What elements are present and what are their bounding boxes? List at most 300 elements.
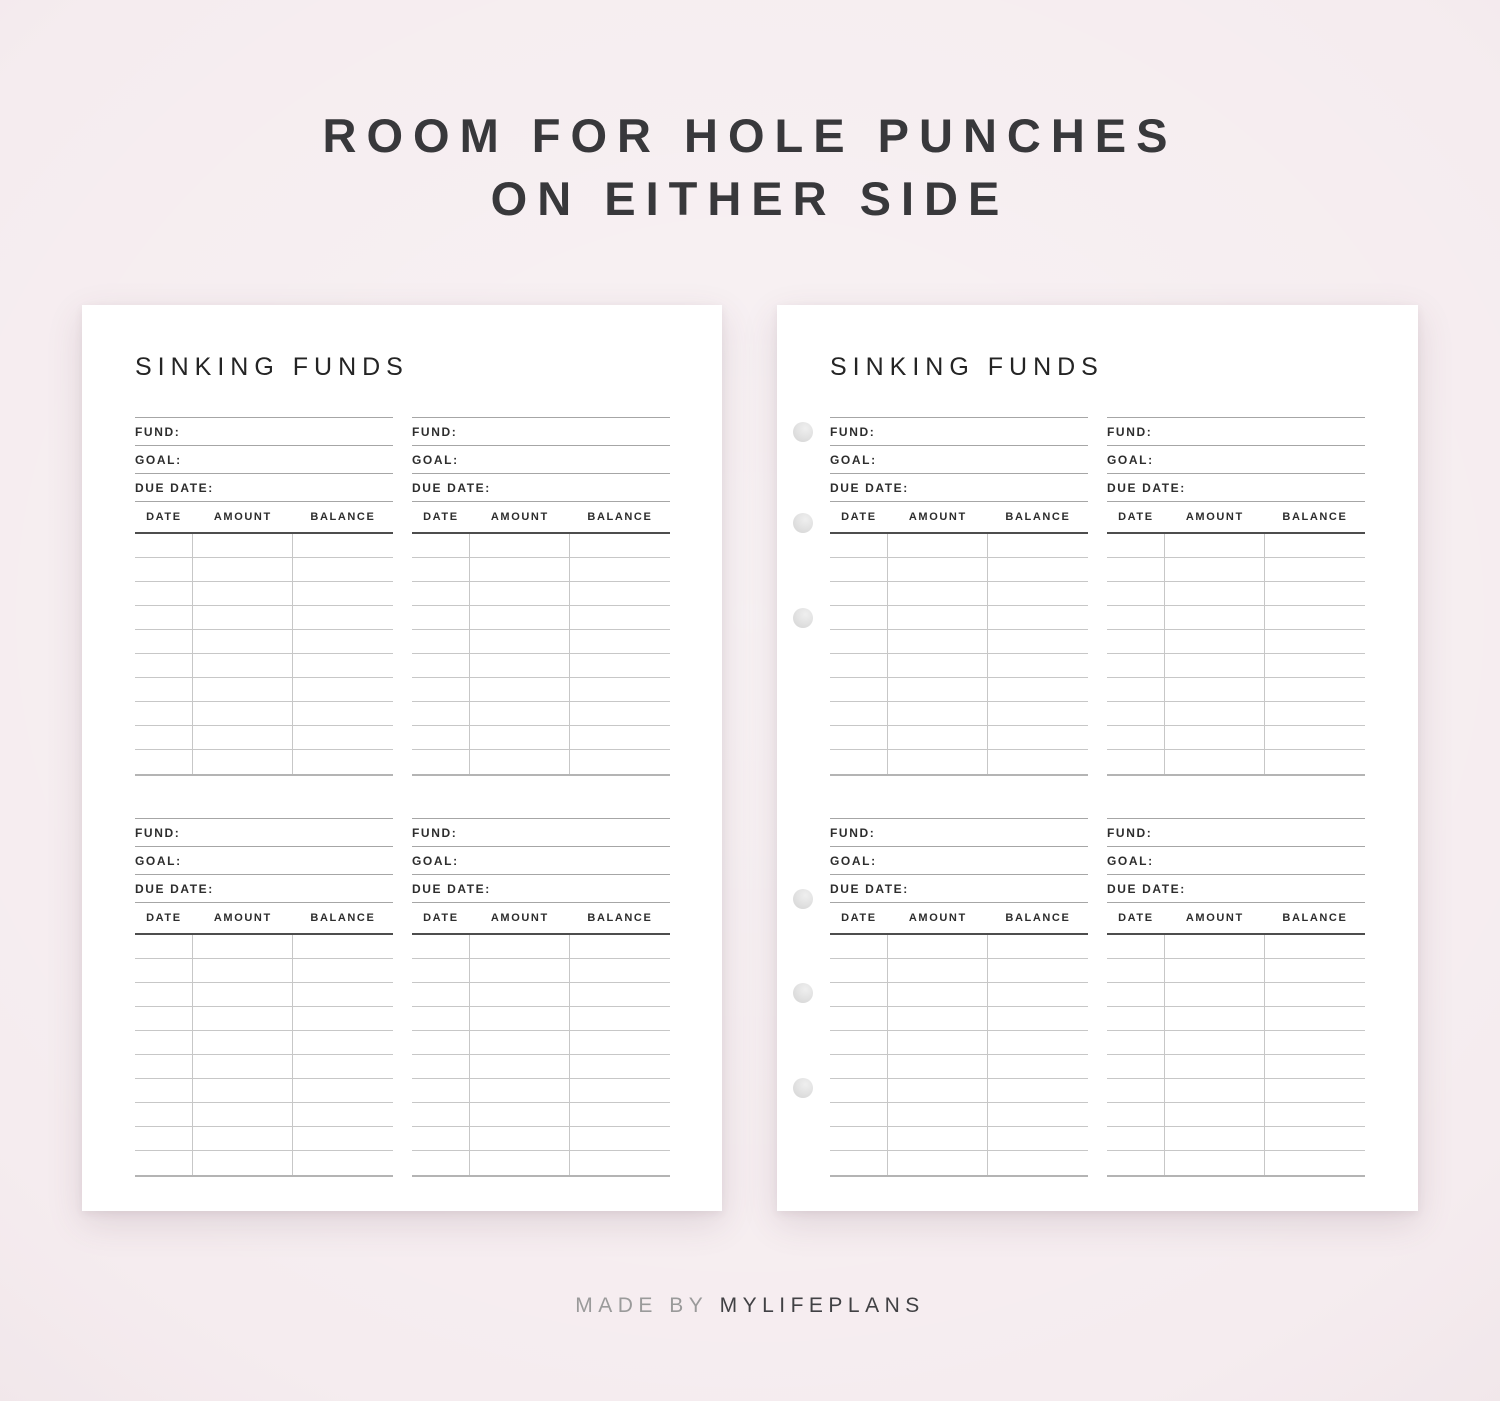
table-header-cell: AMOUNT (213, 912, 272, 924)
field-label: GOAL: (412, 853, 459, 868)
table-cell (412, 1055, 470, 1078)
table-row (412, 654, 670, 678)
field-label: FUND: (412, 825, 458, 840)
headline (0, 104, 1500, 230)
table-cell (888, 935, 988, 958)
table-cell (193, 1103, 293, 1126)
table-cell (193, 582, 293, 605)
field-row (412, 819, 670, 847)
table-cell (470, 558, 570, 581)
table-cell (412, 606, 470, 629)
table-cell (193, 1055, 293, 1078)
field-label: DUE DATE: (412, 480, 491, 495)
field-label: DUE DATE: (1107, 881, 1186, 896)
table-cell (570, 702, 670, 725)
table-header-cell: DATE (146, 511, 182, 523)
table-row (412, 702, 670, 726)
table-cell (570, 726, 670, 749)
field-row (1107, 819, 1365, 847)
table-cell (988, 654, 1088, 677)
table-row (412, 726, 670, 750)
field-label: GOAL: (412, 452, 459, 467)
table-cell (888, 654, 988, 677)
table-cell (293, 959, 393, 982)
table-row (830, 1103, 1088, 1127)
table-cell (1265, 1151, 1365, 1175)
table-cell (412, 558, 470, 581)
table-cell (888, 582, 988, 605)
table-header-cell: AMOUNT (490, 912, 549, 924)
table-cell (1107, 534, 1165, 557)
hole-punch (793, 983, 813, 1003)
table-cell (988, 959, 1088, 982)
table-cell (470, 654, 570, 677)
table-row (135, 582, 393, 606)
table-cell (1265, 959, 1365, 982)
table-cell (135, 630, 193, 653)
table-cell (570, 582, 670, 605)
table-cell (293, 750, 393, 774)
table-cell (830, 558, 888, 581)
table-cell (293, 678, 393, 701)
table-cell (988, 582, 1088, 605)
field-label: GOAL: (830, 853, 877, 868)
table-cell (570, 1103, 670, 1126)
table-header-cell: AMOUNT (908, 912, 967, 924)
table-cell (293, 1031, 393, 1054)
table-row (412, 1079, 670, 1103)
table-cell (830, 983, 888, 1006)
table-cell (570, 534, 670, 557)
table-cell (1107, 726, 1165, 749)
table-cell (412, 1151, 470, 1175)
field-label: GOAL: (135, 853, 182, 868)
table-cell (888, 534, 988, 557)
table-row (1107, 558, 1365, 582)
fund-block (412, 417, 670, 776)
table-row (412, 678, 670, 702)
table-cell (988, 1079, 1088, 1102)
table-header-cell: DATE (841, 912, 877, 924)
table-cell (830, 1127, 888, 1150)
table-cell (1265, 1031, 1365, 1054)
table-cell (470, 1103, 570, 1126)
table-cell (888, 1127, 988, 1150)
table-cell (193, 654, 293, 677)
table-row (412, 983, 670, 1007)
field-row (830, 474, 1088, 502)
table-cell (293, 702, 393, 725)
table-cell (412, 1127, 470, 1150)
table-cell (888, 1007, 988, 1030)
fund-blocks (135, 417, 670, 1177)
table-cell (1165, 606, 1265, 629)
table-row (135, 1055, 393, 1079)
table-cell (135, 1007, 193, 1030)
table-header-row (830, 502, 1088, 532)
fund-block (1107, 818, 1365, 1177)
table-cell (293, 630, 393, 653)
entry-table (830, 532, 1088, 776)
table-row (412, 1055, 670, 1079)
table-row (412, 1151, 670, 1175)
table-cell (1165, 678, 1265, 701)
table-cell (193, 1079, 293, 1102)
field-row (830, 418, 1088, 446)
field-label: FUND: (135, 825, 181, 840)
table-cell (988, 1151, 1088, 1175)
table-cell (135, 1103, 193, 1126)
table-cell (988, 1055, 1088, 1078)
table-cell (1107, 1079, 1165, 1102)
table-cell (1265, 534, 1365, 557)
table-cell (470, 630, 570, 653)
table-cell (888, 1103, 988, 1126)
table-cell (1107, 750, 1165, 774)
table-cell (888, 606, 988, 629)
field-row (830, 819, 1088, 847)
table-cell (830, 534, 888, 557)
table-row (1107, 959, 1365, 983)
table-cell (293, 606, 393, 629)
table-row (135, 654, 393, 678)
field-label: FUND: (135, 424, 181, 439)
fund-block (412, 818, 670, 1177)
table-cell (570, 1055, 670, 1078)
field-label: DUE DATE: (135, 480, 214, 495)
table-row (1107, 654, 1365, 678)
table-row (135, 1031, 393, 1055)
entry-table (1107, 933, 1365, 1177)
table-cell (470, 702, 570, 725)
table-cell (830, 1031, 888, 1054)
credit-line (0, 1294, 1500, 1318)
table-cell (193, 630, 293, 653)
table-row (135, 1007, 393, 1031)
table-row (830, 983, 1088, 1007)
table-header-cell: DATE (423, 511, 459, 523)
fund-fields (135, 818, 393, 903)
table-cell (293, 1151, 393, 1175)
table-header-cell: DATE (1118, 511, 1154, 523)
table-row (135, 678, 393, 702)
table-row (830, 630, 1088, 654)
table-row (412, 935, 670, 959)
table-cell (1165, 1007, 1265, 1030)
table-cell (1165, 654, 1265, 677)
table-cell (412, 534, 470, 557)
table-cell (888, 1055, 988, 1078)
table-cell (570, 1151, 670, 1175)
table-cell (193, 1127, 293, 1150)
table-cell (193, 726, 293, 749)
table-cell (293, 534, 393, 557)
field-label: FUND: (1107, 424, 1153, 439)
table-cell (193, 1031, 293, 1054)
fund-fields (1107, 818, 1365, 903)
table-cell (888, 702, 988, 725)
table-cell (1107, 630, 1165, 653)
table-row (412, 558, 670, 582)
planner-page-left (82, 305, 722, 1211)
table-cell (570, 935, 670, 958)
table-cell (570, 1007, 670, 1030)
table-row (830, 750, 1088, 774)
field-row (830, 446, 1088, 474)
table-cell (412, 630, 470, 653)
table-header-cell: BALANCE (587, 511, 653, 523)
table-cell (988, 534, 1088, 557)
table-cell (193, 1151, 293, 1175)
table-cell (412, 750, 470, 774)
headline-line-2: ON EITHER SIDE (490, 172, 1010, 225)
table-row (135, 726, 393, 750)
table-cell (135, 750, 193, 774)
table-cell (888, 726, 988, 749)
table-cell (1107, 1007, 1165, 1030)
fund-block (135, 818, 393, 1177)
table-cell (988, 1103, 1088, 1126)
table-cell (1165, 935, 1265, 958)
table-cell (830, 750, 888, 774)
table-cell (470, 582, 570, 605)
table-header-cell: AMOUNT (908, 511, 967, 523)
table-row (135, 959, 393, 983)
table-cell (1265, 606, 1365, 629)
table-row (412, 1127, 670, 1151)
table-row (830, 582, 1088, 606)
table-header-cell: AMOUNT (1185, 511, 1244, 523)
table-cell (1107, 1127, 1165, 1150)
table-cell (1265, 582, 1365, 605)
table-cell (135, 606, 193, 629)
entry-table (135, 532, 393, 776)
table-cell (830, 606, 888, 629)
table-row (135, 983, 393, 1007)
table-cell (1107, 582, 1165, 605)
table-cell (470, 1079, 570, 1102)
table-cell (293, 726, 393, 749)
headline-line-1: ROOM FOR HOLE PUNCHES (322, 109, 1178, 162)
table-cell (830, 678, 888, 701)
table-row (412, 1103, 670, 1127)
field-label: DUE DATE: (1107, 480, 1186, 495)
table-cell (193, 678, 293, 701)
table-cell (470, 1007, 570, 1030)
table-cell (135, 1151, 193, 1175)
table-cell (830, 726, 888, 749)
table-cell (470, 959, 570, 982)
table-cell (1107, 558, 1165, 581)
table-cell (293, 935, 393, 958)
table-cell (1107, 983, 1165, 1006)
table-cell (830, 630, 888, 653)
table-header-cell: AMOUNT (213, 511, 272, 523)
table-cell (1265, 1127, 1365, 1150)
hole-punch (793, 608, 813, 628)
table-row (830, 959, 1088, 983)
table-cell (1107, 1055, 1165, 1078)
table-cell (293, 654, 393, 677)
table-cell (293, 1055, 393, 1078)
table-cell (1265, 630, 1365, 653)
table-row (1107, 534, 1365, 558)
table-row (412, 1007, 670, 1031)
table-cell (135, 678, 193, 701)
credit-brand: MYLIFEPLANS (719, 1294, 925, 1317)
table-cell (1165, 558, 1265, 581)
table-cell (193, 1007, 293, 1030)
table-cell (988, 558, 1088, 581)
fund-blocks (830, 417, 1366, 1177)
table-header-cell: BALANCE (1282, 912, 1348, 924)
table-cell (888, 1151, 988, 1175)
table-row (830, 1031, 1088, 1055)
table-cell (193, 983, 293, 1006)
table-cell (1107, 606, 1165, 629)
table-row (1107, 1079, 1365, 1103)
table-header-row (830, 903, 1088, 933)
table-cell (830, 1079, 888, 1102)
table-cell (830, 1055, 888, 1078)
table-cell (570, 1031, 670, 1054)
table-cell (135, 1079, 193, 1102)
table-cell (412, 1103, 470, 1126)
table-cell (470, 750, 570, 774)
table-cell (1165, 582, 1265, 605)
table-header-cell: BALANCE (310, 912, 376, 924)
table-row (830, 678, 1088, 702)
table-cell (830, 654, 888, 677)
table-row (1107, 606, 1365, 630)
table-cell (1165, 726, 1265, 749)
fund-block (135, 417, 393, 776)
table-cell (135, 1055, 193, 1078)
table-cell (1265, 750, 1365, 774)
table-cell (888, 558, 988, 581)
table-cell (988, 935, 1088, 958)
table-cell (1265, 1055, 1365, 1078)
field-row (830, 847, 1088, 875)
entry-table (135, 933, 393, 1177)
table-row (412, 606, 670, 630)
fund-block (1107, 417, 1365, 776)
field-row (135, 474, 393, 502)
table-cell (412, 702, 470, 725)
fund-fields (135, 417, 393, 502)
table-cell (412, 1007, 470, 1030)
table-cell (1165, 702, 1265, 725)
table-cell (470, 678, 570, 701)
table-cell (570, 983, 670, 1006)
page-title: SINKING FUNDS (830, 353, 1104, 381)
field-row (830, 875, 1088, 903)
table-row (135, 1103, 393, 1127)
table-cell (1265, 1007, 1365, 1030)
table-header-cell: BALANCE (1005, 511, 1071, 523)
fund-fields (412, 417, 670, 502)
table-row (830, 1127, 1088, 1151)
field-row (412, 847, 670, 875)
table-cell (135, 702, 193, 725)
table-row (830, 702, 1088, 726)
table-cell (1107, 1151, 1165, 1175)
table-cell (988, 702, 1088, 725)
table-cell (888, 959, 988, 982)
table-row (412, 1031, 670, 1055)
table-cell (988, 606, 1088, 629)
table-row (1107, 1007, 1365, 1031)
table-row (1107, 935, 1365, 959)
field-row (135, 418, 393, 446)
table-cell (193, 558, 293, 581)
hole-punch (793, 889, 813, 909)
table-cell (888, 1079, 988, 1102)
table-cell (830, 1103, 888, 1126)
table-cell (1265, 1079, 1365, 1102)
table-cell (1107, 935, 1165, 958)
field-label: DUE DATE: (412, 881, 491, 896)
table-row (1107, 983, 1365, 1007)
field-label: GOAL: (135, 452, 182, 467)
table-row (1107, 1127, 1365, 1151)
table-cell (412, 726, 470, 749)
table-cell (1265, 678, 1365, 701)
table-cell (1165, 630, 1265, 653)
table-cell (830, 582, 888, 605)
field-row (412, 474, 670, 502)
field-row (412, 418, 670, 446)
field-row (412, 875, 670, 903)
table-cell (193, 702, 293, 725)
table-cell (1265, 654, 1365, 677)
table-cell (193, 750, 293, 774)
table-cell (412, 1031, 470, 1054)
table-cell (470, 534, 570, 557)
table-cell (570, 606, 670, 629)
table-cell (470, 1151, 570, 1175)
table-header-row (412, 502, 670, 532)
table-cell (988, 750, 1088, 774)
table-row (135, 534, 393, 558)
table-cell (135, 935, 193, 958)
table-cell (570, 630, 670, 653)
table-row (830, 534, 1088, 558)
table-cell (570, 750, 670, 774)
table-cell (293, 558, 393, 581)
table-cell (412, 678, 470, 701)
table-cell (293, 582, 393, 605)
table-cell (135, 654, 193, 677)
table-cell (988, 678, 1088, 701)
table-row (135, 750, 393, 774)
table-cell (1265, 726, 1365, 749)
field-label: GOAL: (1107, 853, 1154, 868)
field-row (135, 446, 393, 474)
table-row (412, 630, 670, 654)
table-row (1107, 582, 1365, 606)
table-cell (570, 1127, 670, 1150)
table-row (135, 558, 393, 582)
field-row (1107, 875, 1365, 903)
table-header-row (1107, 502, 1365, 532)
table-cell (135, 534, 193, 557)
table-row (135, 1151, 393, 1175)
table-cell (470, 726, 570, 749)
table-cell (830, 1151, 888, 1175)
table-cell (1165, 1031, 1265, 1054)
field-label: DUE DATE: (830, 480, 909, 495)
